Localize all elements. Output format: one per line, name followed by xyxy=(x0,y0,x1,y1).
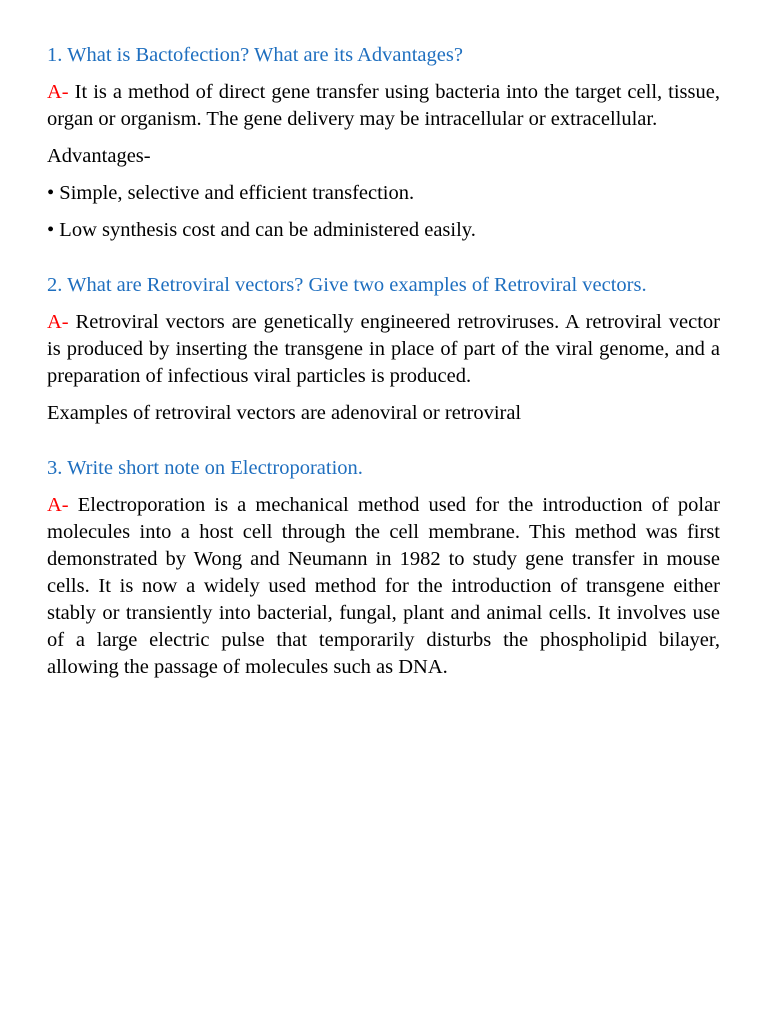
answer-3 xyxy=(47,492,720,681)
section-3 xyxy=(47,455,720,681)
answer-2 xyxy=(47,309,720,390)
answer-marker: A- xyxy=(47,494,69,516)
list-item: • Low synthesis cost and can be administered easily. xyxy=(47,219,476,241)
section-2 xyxy=(47,272,720,427)
answer-1-text: It is a method of direct gene transfer using bacteria into the target cell, tissue, organ or organism. The gene delivery may be intracellular or extracellular. xyxy=(47,81,720,130)
question-2: 2. What are Retroviral vectors? Give two examples of Retroviral vectors. xyxy=(47,274,647,296)
answer-2-text: Retroviral vectors are genetically engineered retroviruses. A retroviral vector is produced by inserting the transgene in place of part of the viral genome, and a preparation of infectious viral particles is produced. xyxy=(47,311,720,387)
section-1 xyxy=(47,42,720,244)
answer-3-text: Electroporation is a mechanical method used for the introduction of polar molecules into a host cell through the cell membrane. This method was first demonstrated by Wong and Neumann in 1982 to study gene transfer in mouse cells. It is now a widely used method for the introduction of transgene either stably or transiently into bacterial, fungal, plant and animal cells. It involves use of a large electric pulse that temporarily disturbs the phospholipid bilayer, allowing the passage of molecules such as DNA. xyxy=(47,494,720,678)
list-item: • Simple, selective and efficient transfection. xyxy=(47,182,415,204)
answer-marker: A- xyxy=(47,311,69,333)
document-page xyxy=(47,42,720,681)
answer-marker: A- xyxy=(47,81,69,103)
advantages-heading: Advantages- xyxy=(47,145,151,167)
question-1: 1. What is Bactofection? What are its Advantages? xyxy=(47,44,463,66)
answer-1 xyxy=(47,79,720,133)
question-3: 3. Write short note on Electroporation. xyxy=(47,457,363,479)
examples-line: Examples of retroviral vectors are adenoviral or retroviral xyxy=(47,402,522,424)
